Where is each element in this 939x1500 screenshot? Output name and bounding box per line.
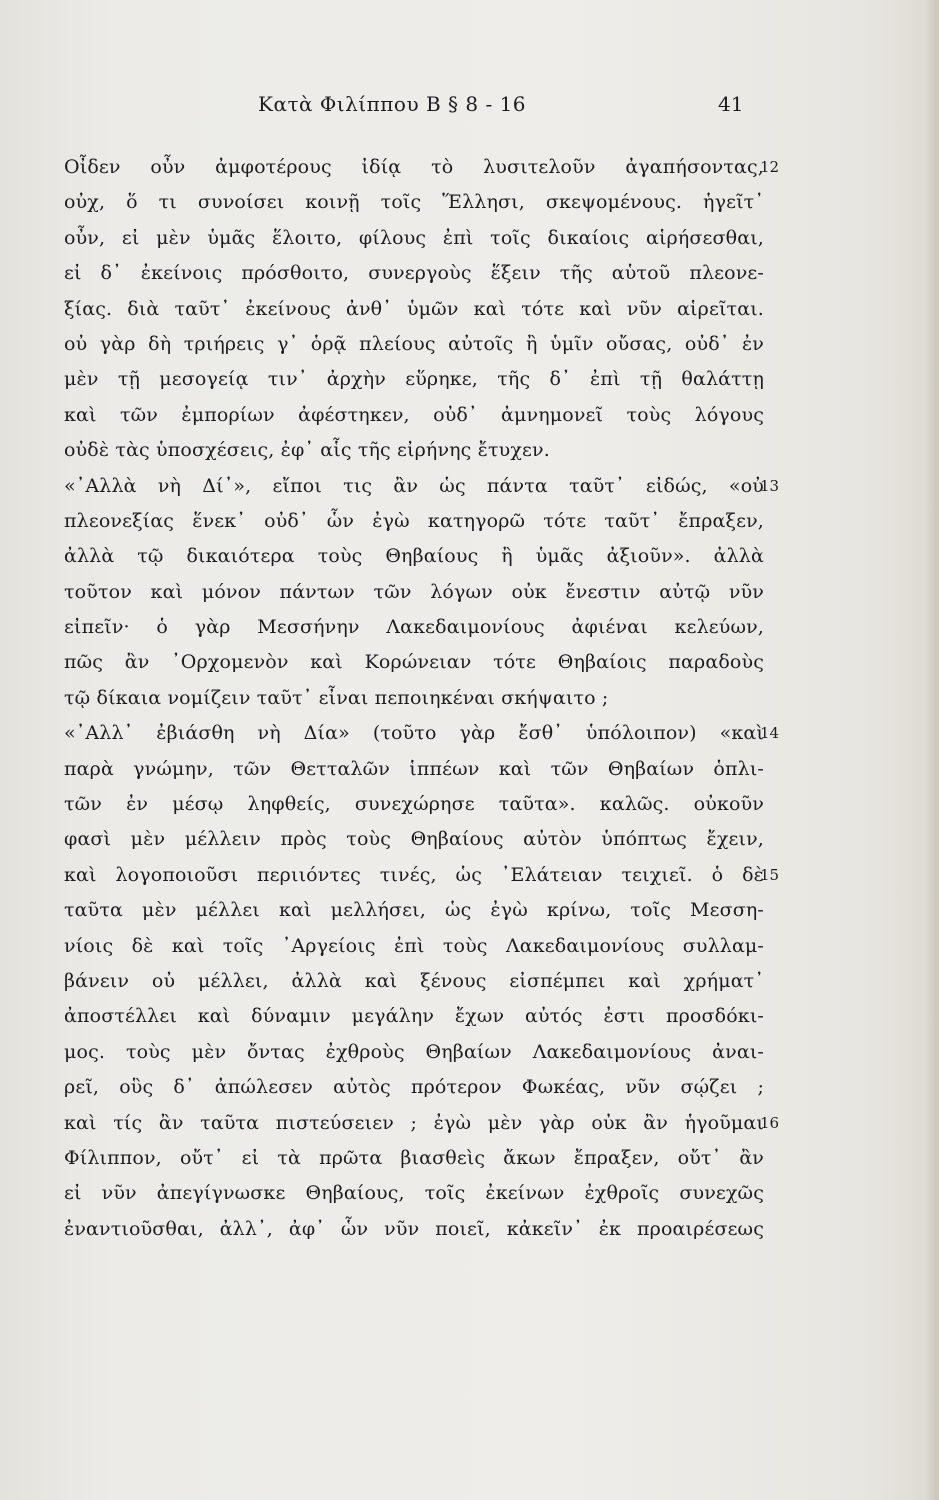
text-line: εἰ νῦν ἀπεγίγνωσκε Θηβαίους, τοῖς ἐκείνων ἐχθροῖς συνεχῶς	[64, 1182, 764, 1205]
text-line: παρὰ γνώμην, τῶν Θετταλῶν ἱππέων καὶ τῶν Θηβαίων ὁπλι-	[64, 757, 764, 780]
section-number: 14	[760, 724, 780, 743]
text-line: καὶ λογοποιοῦσι περιιόντες τινές, ὡς ᾽Ελάτειαν τειχιεῖ. ὁ δὲ	[64, 863, 764, 886]
text-line: πῶς ἂν ᾽Ορχομενὸν καὶ Κορώνειαν τότε Θηβαίοις παραδοὺς	[64, 651, 764, 674]
text-line: τοῦτον καὶ μόνον πάντων τῶν λόγων οὐκ ἔνεστιν αὐτῷ νῦν	[64, 580, 764, 603]
section-numbers-margin	[760, 150, 800, 1350]
text-line: ρεῖ, οὓς δ᾽ ἀπώλεσεν αὐτὸς πρότερον Φωκέας, νῦν σῴζει ;	[64, 1076, 764, 1099]
section-number: 12	[760, 158, 780, 176]
running-title: Κατὰ Φιλίππου Β § 8 - 16	[258, 92, 527, 116]
text-line: τῶν ἐν μέσῳ ληφθείς, συνεχώρησε ταῦτα». καλῶς. οὐκοῦν	[64, 793, 764, 816]
page-number: 41	[718, 92, 744, 116]
text-line: Οἶδεν οὖν ἀμφοτέρους ἰδίᾳ τὸ λυσιτελοῦν ἀγαπήσοντας,	[64, 156, 764, 178]
text-line: ἀλλὰ τῷ δικαιότερα τοὺς Θηβαίους ἢ ὑμᾶς ἀξιοῦν». ἀλλὰ	[64, 545, 764, 568]
page-header	[0, 92, 939, 122]
text-line: καὶ τίς ἂν ταῦτα πιστεύσειεν ; ἐγὼ μὲν γὰρ οὐκ ἂν ἡγοῦμαι	[64, 1111, 764, 1134]
text-line: νίοις δὲ καὶ τοῖς ᾽Αργείοις ἐπὶ τοὺς Λακεδαιμονίους συλλαμ-	[64, 934, 764, 957]
text-line: μος. τοὺς μὲν ὄντας ἐχθροὺς Θηβαίων Λακεδαιμονίους ἀναι-	[64, 1040, 764, 1063]
text-line: καὶ τῶν ἐμπορίων ἀφέστηκεν, οὐδ᾽ ἀμνημονεῖ τοὺς λόγους	[64, 403, 764, 426]
text-line: φασὶ μὲν μέλλειν πρὸς τοὺς Θηβαίους αὐτὸν ὑπόπτως ἔχειν,	[64, 828, 764, 851]
section-number: 15	[760, 866, 780, 884]
text-line: οὐ γὰρ δὴ τριήρεις γ᾽ ὁρᾷ πλείους αὐτοῖς ἢ ὑμῖν οὔσας, οὐδ᾽ ἐν	[64, 332, 764, 355]
text-line: ἐναντιοῦσθαι, ἀλλ᾽, ἀφ᾽ ὧν νῦν ποιεῖ, κἀκεῖν᾽ ἐκ προαιρέσεως	[64, 1217, 764, 1240]
text-line: οὖν, εἰ μὲν ὑμᾶς ἕλοιτο, φίλους ἐπὶ τοῖς δικαίοις αἱρήσεσθαι,	[64, 226, 764, 249]
text-line: τῷ δίκαια νομίζειν ταῦτ᾽ εἶναι πεποιηκέναι σκήψαιτο ;	[64, 686, 609, 709]
text-line: βάνειν οὐ μέλλει, ἀλλὰ καὶ ξένους εἰσπέμπει καὶ χρήματ᾽	[64, 969, 764, 992]
page-edge-shadow	[925, 0, 939, 1500]
body-text	[64, 150, 764, 1247]
text-line: πλεονεξίας ἕνεκ᾽ οὐδ᾽ ὧν ἐγὼ κατηγορῶ τότε ταῦτ᾽ ἔπραξεν,	[64, 509, 764, 532]
text-line: ταῦτα μὲν μέλλει καὶ μελλήσει, ὡς ἐγὼ κρίνω, τοῖς Μεσση-	[64, 899, 764, 922]
text-line: Φίλιππον, οὔτ᾽ εἰ τὰ πρῶτα βιασθεὶς ἄκων ἔπραξεν, οὔτ᾽ ἂν	[64, 1146, 764, 1169]
section-number: 13	[760, 476, 780, 495]
text-line: ἀποστέλλει καὶ δύναμιν μεγάλην ἔχων αὐτός ἐστι προσδόκι-	[64, 1005, 764, 1028]
text-line: μὲν τῇ μεσογείᾳ τιν᾽ ἀρχὴν εὕρηκε, τῆς δ᾽ ἐπὶ τῇ θαλάττῃ	[64, 368, 764, 391]
text-line: ξίας. διὰ ταῦτ᾽ ἐκείνους ἀνθ᾽ ὑμῶν καὶ τότε καὶ νῦν αἱρεῖται.	[64, 297, 764, 320]
section-number: 16	[760, 1113, 780, 1132]
text-line: οὐδὲ τὰς ὑποσχέσεις, ἐφ᾽ αἷς τῆς εἰρήνης ἔτυχεν.	[64, 439, 550, 462]
text-line: «᾽Αλλ᾽ ἐβιάσθη νὴ Δία» (τοῦτο γὰρ ἔσθ᾽ ὑπόλοιπον) «καὶ	[64, 722, 764, 745]
text-line: εἰ δ᾽ ἐκείνοις πρόσθοιτο, συνεργοὺς ἕξειν τῆς αὑτοῦ πλεονε-	[64, 262, 764, 285]
text-line: εἰπεῖν· ὁ γὰρ Μεσσήνην Λακεδαιμονίους ἀφιέναι κελεύων,	[64, 616, 764, 639]
text-line: «᾽Αλλὰ νὴ Δί᾽», εἴποι τις ἂν ὡς πάντα ταῦτ᾽ εἰδώς, «οὐ	[64, 474, 764, 497]
text-line: οὐχ, ὅ τι συνοίσει κοινῇ τοῖς Ἕλλησι, σκεψομένους. ἡγεῖτ᾽	[64, 191, 764, 214]
